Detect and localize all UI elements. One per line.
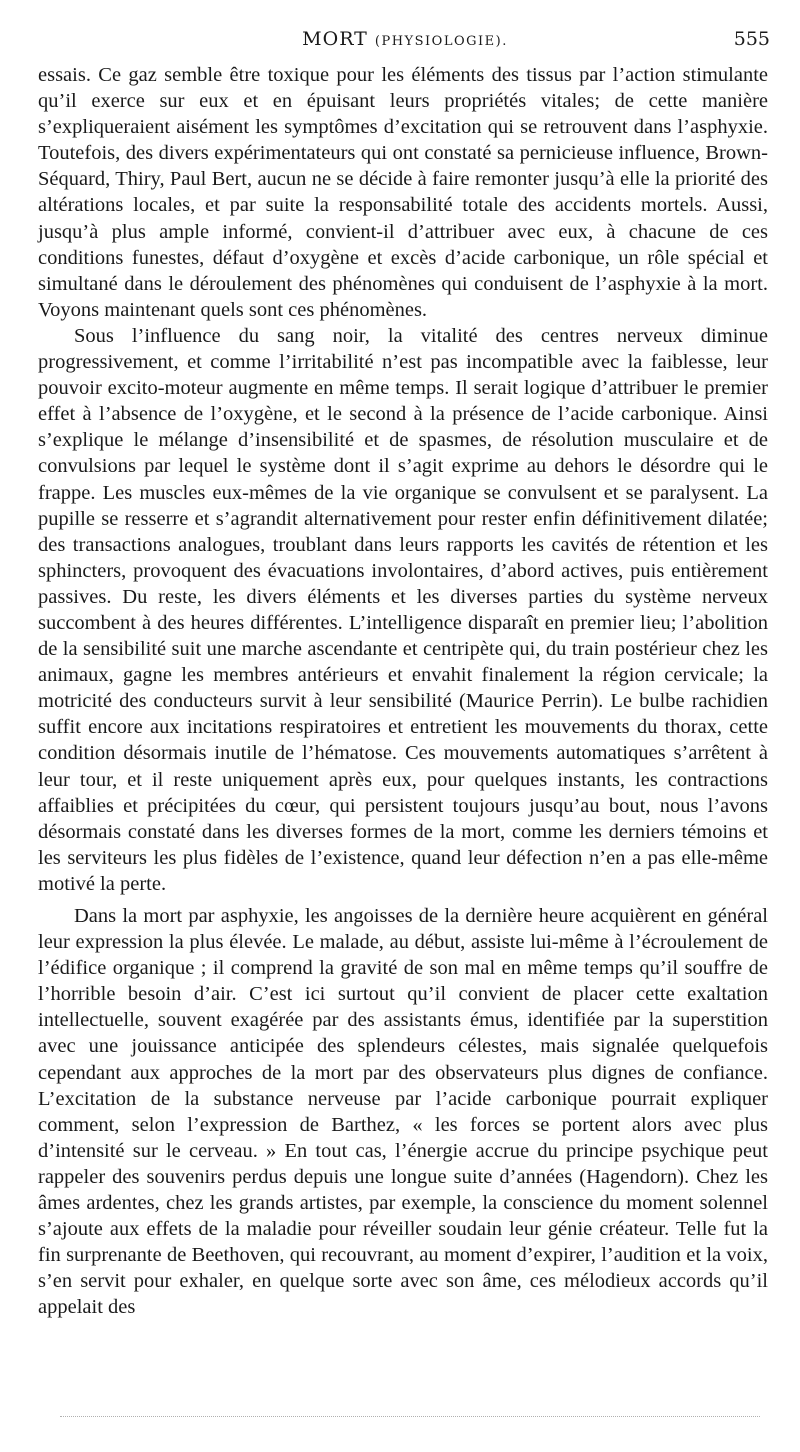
running-title-main: MORT [302, 28, 368, 50]
footer-rule [60, 1416, 760, 1417]
page-header [40, 28, 770, 58]
paragraph-1: essais. Ce gaz semble être toxique pour les éléments des tissus par l’action stimulante qu’il exerce sur eux et en épuisant leurs propriétés vitales; de cette manière s’expliqueraient aisément les symptômes d’excitation qui se retrouvent dans l’asphyxie. Toutefois, des divers expérimentateurs qui ont constaté sa pernicieuse influence, Brown-Séquard, Thiry, Paul Bert, aucun ne se décide à faire remonter jusqu’à elle la priorité des altérations locales, et par suite la responsabilité totale des accidents mortels. Aussi, jusqu’à plus ample informé, convient-il d’attribuer avec eux, à chacune de ces conditions funestes, défaut d’oxygène et excès d’acide carbonique, un rôle spécial et simultané dans le déroulement des phénomènes qui conduisent de l’asphyxie à la mort. Voyons maintenant quels sont ces phénomènes. [38, 64, 768, 321]
running-title-sub: (PHYSIOLOGIE). [374, 34, 508, 49]
page-number: 555 [733, 28, 770, 50]
body-text [38, 62, 768, 1321]
paragraph-2: Sous l’influence du sang noir, la vitalité des centres nerveux diminue progressivement, et comme l’irritabilité n’est pas incompatible avec la faiblesse, leur pouvoir excito-moteur augmente en même temps. Il serait logique d’attribuer le premier effet à l’absence de l’oxygène, et le second à la présence de l’acide carbonique. Ainsi s’explique le mélange d’insensibilité et de spasmes, de résolution musculaire et de convulsions par lequel le système dont il s’agit exprime au dehors le désordre qui le frappe. Les muscles eux-mêmes de la vie organique se convulsent et se paralysent. La pupille se resserre et s’agrandit alternativement pour rester enfin définitivement dilatée; des transactions analogues, troublant dans leurs rapports les cavités de rétention et les sphincters, provoquent des évacuations involontaires, d’abord actives, puis entièrement passives. Du reste, les divers éléments et les diverses parties du système nerveux succombent à des heures différentes. L’intelligence disparaît en premier lieu; l’abolition de la sensibilité suit une marche ascendante et centripète qui, du train postérieur chez les animaux, gagne les membres antérieurs et envahit finalement la région cervicale; la motricité des conducteurs survit à leur sensibilité (Maurice Perrin). Le bulbe rachidien suffit encore aux incitations respiratoires et entretient les mouvements du thorax, cette condition désormais inutile de l’hématose. Ces mouvements automatiques s’arrêtent à leur tour, et il reste uniquement après eux, pour quelques instants, les contractions affaiblies et précipitées du cœur, qui persistent toujours jusqu’au bout, nous l’avons désormais constaté dans les diverses formes de la mort, comme les derniers témoins et les serviteurs les plus fidèles de l’existence, quand leur défection n’en a pas elle-même motivé la perte. [38, 324, 768, 895]
running-title [40, 28, 770, 50]
paragraph-3: Dans la mort par asphyxie, les angoisses de la dernière heure acquièrent en général leur expression la plus élevée. Le malade, au début, assiste lui-même à l’écroulement de l’édifice organique ; il comprend la gravité de son mal en même temps qu’il souffre de l’horrible besoin d’air. C’est ici surtout qu’il convient de placer cette exaltation intellectuelle, souvent exagérée par des assistants émus, identifiée par la superstition avec une jouissance anticipée des splendeurs célestes, mais signalée quelquefois cependant aux approches de la mort par des observateurs plus dignes de confiance. L’excitation de la substance nerveuse par l’acide carbonique pourrait expliquer comment, selon l’expression de Barthez, « les forces se portent alors avec plus d’intensité sur le cerveau. » En tout cas, l’énergie accrue du principe psychique peut rappeler des souvenirs perdus depuis une longue suite d’années (Hagendorn). Chez les âmes ardentes, chez les grands artistes, par exemple, la conscience du moment solennel s’ajoute aux effets de la maladie pour réveiller soudain leur génie créateur. Telle fut la fin surprenante de Beethoven, qui recouvrant, au moment d’expirer, l’audition et la voix, s’en servit pour exhaler, en quelque sorte avec son âme, ces mélodieux accords qu’il appelait des [38, 905, 768, 1319]
